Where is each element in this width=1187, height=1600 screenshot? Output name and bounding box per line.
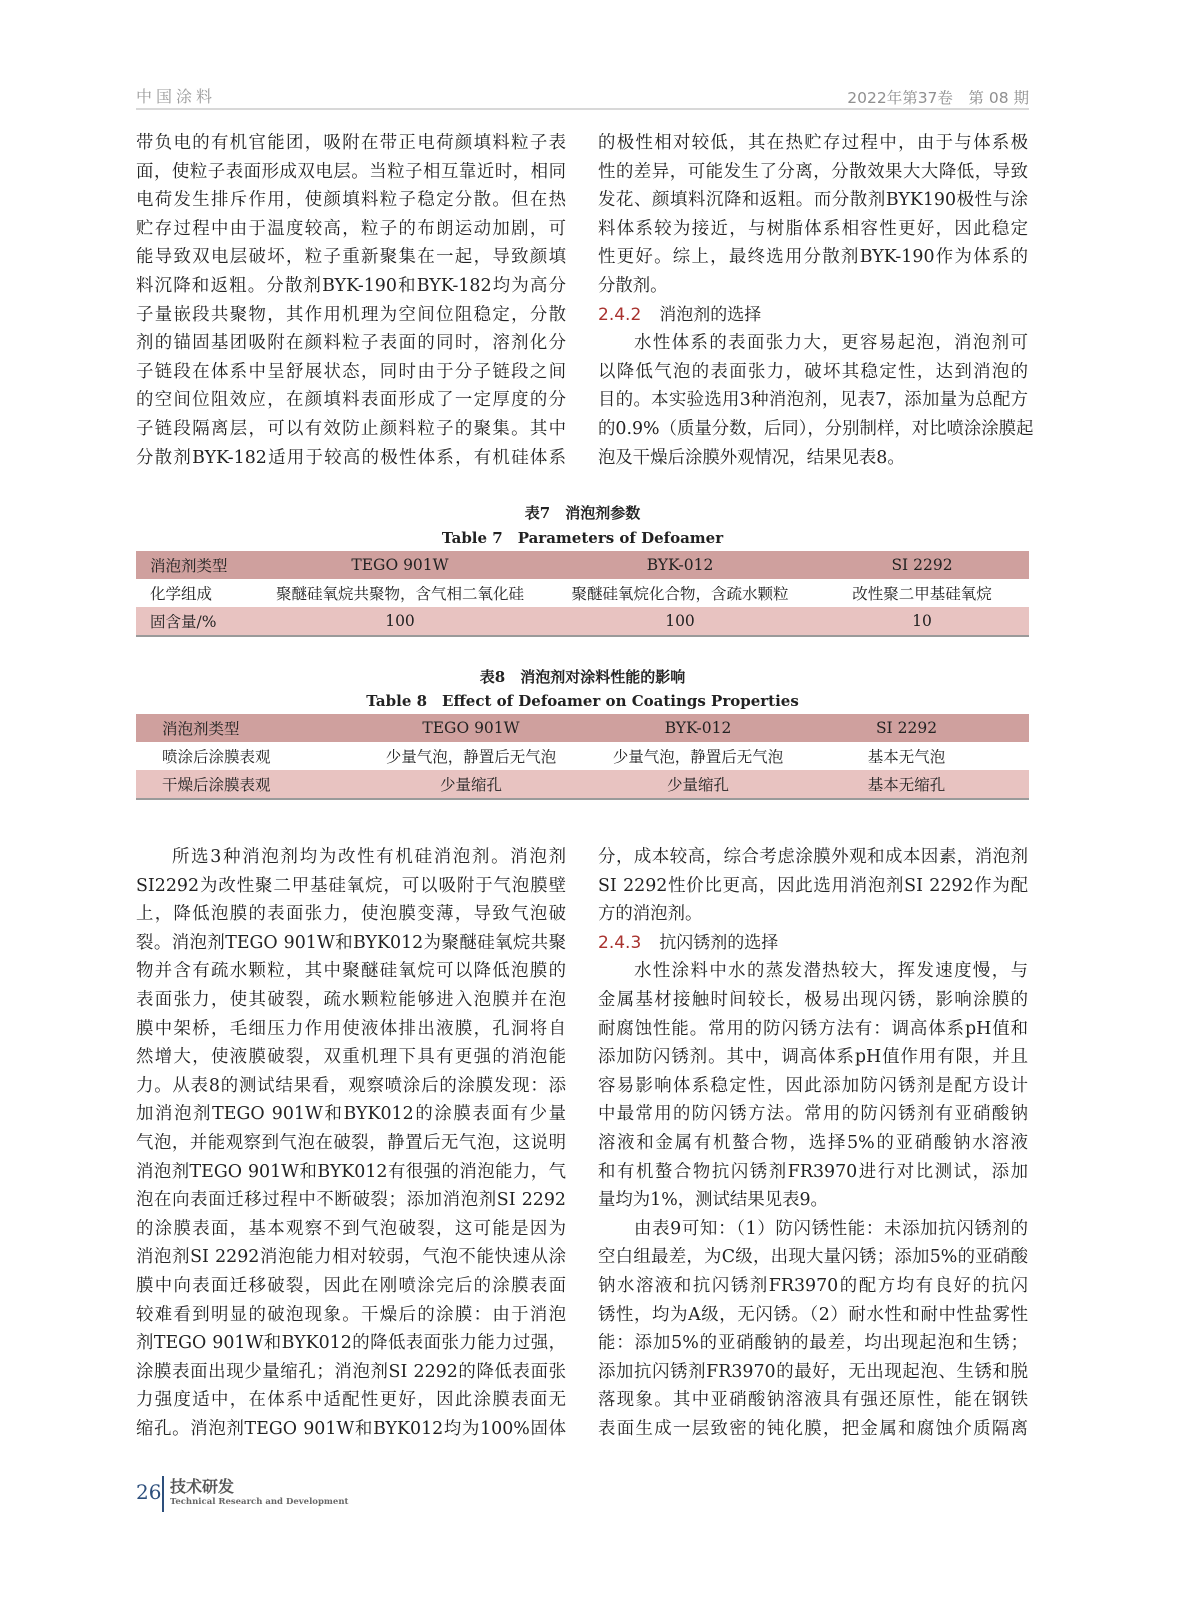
- paragraph: [598, 129, 1028, 301]
- text-line: 的空间位阻效应，在颜填料表面形成了一定厚度的分: [136, 390, 566, 411]
- text-line: 容易影响体系稳定性，因此添加防闪锈剂是配方设计: [598, 1075, 1028, 1096]
- text-line: 气泡，并能观察到气泡在破裂，静置后无气泡，这说明: [136, 1132, 566, 1153]
- text-line: 的涂膜表面，基本观察不到气泡破裂，这可能是因为: [136, 1218, 566, 1239]
- text-line: 的极性相对较低，其在热贮存过程中，由于与体系极: [598, 133, 1028, 153]
- paragraph: [598, 957, 1028, 1214]
- text-line: 上，降低泡膜的表面张力，使泡膜变薄，导致气泡破: [136, 904, 566, 925]
- footer-divider: [162, 1476, 164, 1512]
- text-line: 的0.9%（质量分数，后同），分别制样，对比喷涂涂膜起: [598, 418, 1034, 439]
- table-header-row: [136, 714, 1029, 742]
- text-line: 钠水溶液和抗闪锈剂FR3970的配方均有良好的抗闪: [598, 1275, 1028, 1296]
- section-heading: [598, 301, 1028, 330]
- text-line: 分散剂BYK-182适用于较高的极性体系，有机硅体系: [136, 447, 566, 468]
- paragraph: [136, 843, 566, 1443]
- table-cell: BYK-012: [545, 551, 815, 579]
- table-cell: SI 2292: [784, 714, 1029, 742]
- table-row: [136, 607, 1029, 636]
- text-line: 较难看到明显的破泡现象。干燥后的涂膜：由于消泡: [136, 1304, 566, 1325]
- page-number: 26: [136, 1480, 162, 1504]
- text-line: 加消泡剂TEGO 901W和BYK012的涂膜表面有少量: [136, 1104, 566, 1125]
- table-cell: TEGO 901W: [330, 714, 612, 742]
- table-cell: 100: [255, 607, 545, 636]
- text-line: 能：添加5%的亚硝酸钠的最差，均出现起泡和生锈；: [598, 1333, 1028, 1354]
- column-top-left: [136, 129, 566, 472]
- table-cell: 聚醚硅氧烷化合物，含疏水颗粒: [545, 579, 815, 607]
- table-cell: 少量缩孔: [330, 770, 612, 799]
- text-line: 金属基材接触时间较长，极易出现闪锈，影响涂膜的: [598, 989, 1028, 1010]
- text-line: 能导致双电层破坏，粒子重新聚集在一起，导致颜填: [136, 247, 566, 268]
- text-line: 贮存过程中由于温度较高，粒子的布朗运动加剧，可: [136, 218, 566, 239]
- column-top-right: [598, 129, 1034, 472]
- table-cell: 100: [545, 607, 815, 636]
- footer-section-cn: 技术研发: [170, 1477, 235, 1496]
- text-line: 空白组最差，为C级，出现大量闪锈；添加5%的亚硝酸: [598, 1247, 1028, 1268]
- table-cell: TEGO 901W: [255, 551, 545, 579]
- footer-section-en: Technical Research and Development: [170, 1497, 349, 1507]
- text-line: 分，成本较高，综合考虑涂膜外观和成本因素，消泡剂: [598, 847, 1028, 867]
- table-cell: 基本无缩孔: [784, 770, 1029, 799]
- text-line: 和有机螯合物抗闪锈剂FR3970进行对比测试，添加: [598, 1161, 1028, 1182]
- text-line: 然增大，使液膜破裂，双重机理下具有更强的消泡能: [136, 1047, 566, 1068]
- text-line: 溶液和金属有机螯合物，选择5%的亚硝酸钠水溶液: [598, 1132, 1028, 1153]
- section-title: 抗闪锈剂的选择: [659, 932, 779, 953]
- text-line: 消泡剂TEGO 901W和BYK012有很强的消泡能力，气: [136, 1161, 566, 1182]
- text-line: 添加抗闪锈剂FR3970的最好，无出现起泡、生锈和脱: [598, 1361, 1028, 1382]
- text-line: 分散剂。: [598, 275, 668, 296]
- text-line: 泡在向表面迁移过程中不断破裂；添加消泡剂SI 2292: [136, 1190, 566, 1211]
- table8-title-cn: 表8 消泡剂对涂料性能的影响: [479, 668, 686, 686]
- text-line: 力强度适中，在体系中适配性更好，因此涂膜表面无: [136, 1390, 566, 1411]
- text-line: 量均为1%，测试结果见表9。: [598, 1190, 828, 1211]
- table-cell: 改性聚二甲基硅氧烷: [815, 579, 1029, 607]
- table-cell: BYK-012: [612, 714, 784, 742]
- text-line: 子量嵌段共聚物，其作用机理为空间位阻稳定，分散: [136, 304, 566, 325]
- table-cell: 聚醚硅氧烷共聚物，含气相二氧化硅: [255, 579, 545, 607]
- table-cell: 少量气泡，静置后无气泡: [330, 742, 612, 770]
- text-line: 耐腐蚀性能。常用的防闪锈方法有：调高体系pH值和: [598, 1018, 1028, 1039]
- text-line: SI2292为改性聚二甲基硅氧烷，可以吸附于气泡膜壁: [136, 875, 566, 896]
- text-line: 膜中向表面迁移破裂，因此在刚喷涂完后的涂膜表面: [136, 1275, 566, 1296]
- table-row: [136, 742, 1029, 770]
- text-line: 由表9可知：（1）防闪锈性能：未添加抗闪锈剂的: [634, 1218, 1028, 1239]
- table-row: [136, 579, 1029, 607]
- text-line: 剂的锚固基团吸附在颜料粒子表面的同时，溶剂化分: [136, 333, 566, 354]
- table8-title-en: Table 8 Effect of Defoamer on Coatings Properties: [366, 692, 799, 710]
- text-line: 目的。本实验选用3种消泡剂，见表7，添加量为总配方: [598, 390, 1028, 411]
- journal-name: 中国涂料: [136, 87, 217, 106]
- table-cell: 10: [815, 607, 1029, 636]
- text-line: 子链段隔离层，可以有效防止颜料粒子的聚集。其中: [136, 418, 566, 439]
- text-line: 子链段在体系中呈舒展状态，同时由于分子链段之间: [136, 361, 566, 382]
- paragraph: [598, 1215, 1028, 1444]
- text-line: 膜中架桥，毛细压力作用使液体排出液膜，孔洞将自: [136, 1018, 566, 1039]
- text-line: 涂膜表面出现少量缩孔；消泡剂SI 2292的降低表面张: [136, 1361, 566, 1382]
- text-line: 性更好。综上，最终选用分散剂BYK-190作为体系的: [598, 247, 1028, 268]
- row-label: 喷涂后涂膜表观: [136, 742, 330, 770]
- row-label: 干燥后涂膜表观: [136, 770, 330, 799]
- row-label: 消泡剂类型: [136, 551, 255, 579]
- text-line: 表面生成一层致密的钝化膜，把金属和腐蚀介质隔离: [598, 1418, 1028, 1439]
- text-line: 锈性，均为A级，无闪锈。（2）耐水性和耐中性盐雾性: [598, 1304, 1028, 1325]
- table-cell: 少量缩孔: [612, 770, 784, 799]
- column-bottom-right: [598, 843, 1028, 1443]
- text-line: 性的差异，可能发生了分离，分散效果大大降低，导致: [598, 161, 1028, 182]
- section-heading: [598, 929, 1028, 958]
- text-line: 电荷发生排斥作用，使颜填料粒子稳定分散。但在热: [136, 190, 566, 211]
- table7-title-cn: 表7 消泡剂参数: [524, 504, 641, 522]
- section-number: 2.4.3: [598, 932, 642, 953]
- text-line: SI 2292性价比更高，因此选用消泡剂SI 2292作为配: [598, 875, 1028, 896]
- text-line: 落现象。其中亚硝酸钠溶液具有强还原性，能在钢铁: [598, 1390, 1028, 1411]
- text-line: 中最常用的防闪锈方法。常用的防闪锈剂有亚硝酸钠: [598, 1104, 1028, 1125]
- row-label: 化学组成: [136, 579, 255, 607]
- paragraph: [598, 843, 1028, 929]
- text-line: 以降低气泡的表面张力，破坏其稳定性，达到消泡的: [598, 361, 1028, 382]
- text-line: 带负电的有机官能团，吸附在带正电荷颜填料粒子表: [136, 133, 566, 153]
- text-line: 消泡剂SI 2292消泡能力相对较弱，气泡不能快速从涂: [136, 1247, 566, 1268]
- text-line: 力。从表8的测试结果看，观察喷涂后的涂膜发现：添: [136, 1075, 566, 1096]
- table7-title-en: Table 7 Parameters of Defoamer: [441, 529, 724, 547]
- text-line: 面，使粒子表面形成双电层。当粒子相互靠近时，相同: [136, 161, 566, 182]
- text-line: 裂。消泡剂TEGO 901W和BYK012为聚醚硅氧烷共聚: [136, 932, 566, 953]
- row-label: 消泡剂类型: [136, 714, 330, 742]
- column-bottom-left: [136, 843, 566, 1443]
- section-number: 2.4.2: [598, 304, 642, 325]
- text-line: 添加防闪锈剂。其中，调高体系pH值作用有限，并且: [598, 1047, 1028, 1068]
- section-title: 消泡剂的选择: [659, 304, 762, 325]
- text-line: 方的消泡剂。: [598, 904, 703, 925]
- paragraph: [136, 129, 566, 472]
- paragraph: [598, 329, 1034, 472]
- text-line: 泡及干燥后涂膜外观情况，结果见表8。: [598, 447, 905, 468]
- text-line: 物并含有疏水颗粒，其中聚醚硅氧烷可以降低泡膜的: [136, 961, 566, 982]
- text-line: 料体系较为接近，与树脂体系相容性更好，因此稳定: [598, 218, 1028, 239]
- text-line: 所选3种消泡剂均为改性有机硅消泡剂。消泡剂: [172, 847, 566, 867]
- header-divider: [136, 108, 1029, 110]
- text-line: 剂TEGO 901W和BYK012的降低表面张力能力过强，: [136, 1333, 566, 1354]
- table8: [136, 714, 1029, 800]
- table-header-row: [136, 551, 1029, 579]
- table-cell: SI 2292: [815, 551, 1029, 579]
- table-row: [136, 770, 1029, 799]
- text-line: 发花、颜填料沉降和返粗。而分散剂BYK190极性与涂: [598, 190, 1028, 211]
- issue-info: 2022年第37卷 第 08 期: [847, 89, 1029, 107]
- row-label: 固含量/%: [136, 607, 255, 636]
- table-cell: 少量气泡，静置后无气泡: [612, 742, 784, 770]
- table-cell: 基本无气泡: [784, 742, 1029, 770]
- table7: [136, 551, 1029, 637]
- text-line: 缩孔。消泡剂TEGO 901W和BYK012均为100%固体: [136, 1418, 566, 1439]
- text-line: 表面张力，使其破裂，疏水颗粒能够进入泡膜并在泡: [136, 989, 566, 1010]
- text-line: 水性体系的表面张力大，更容易起泡，消泡剂可: [634, 333, 1028, 354]
- text-line: 料沉降和返粗。分散剂BYK-190和BYK-182均为高分: [136, 275, 566, 296]
- text-line: 水性涂料中水的蒸发潜热较大，挥发速度慢，与: [634, 961, 1028, 982]
